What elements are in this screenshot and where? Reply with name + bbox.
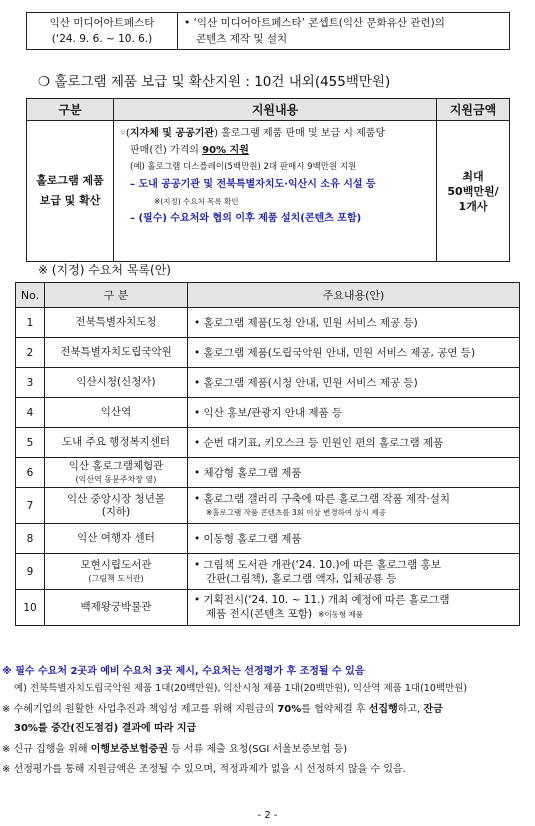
row-place-name: 익산 홀로그램체험관	[68, 459, 164, 472]
footnote-1-text: ※ 필수 수요처 2곳과 예비 수요처 3곳 제시, 수요처는 선정평가 후 조정될 수 있음	[2, 666, 365, 677]
row-description-text-2	[194, 572, 519, 586]
amount-line3: 1개사	[458, 199, 488, 213]
footnote-2-g: 30%를 중간(진도점검) 결과에 따라 지급	[14, 723, 197, 734]
row-place	[45, 368, 188, 398]
row-place	[45, 554, 188, 590]
row-description	[188, 338, 520, 368]
section-heading: ❍ 홀로그램 제품 보급 및 확산지원 : 10건 내외(455백만원)	[38, 74, 391, 90]
row-place	[45, 590, 188, 626]
content-line1	[120, 125, 430, 142]
list-header-no: No.	[16, 283, 45, 308]
demand-list-table	[15, 282, 520, 626]
header-amount: 지원금액	[437, 99, 510, 121]
festival-name-cell	[27, 13, 178, 50]
row-number: 1	[16, 308, 45, 338]
row-description	[188, 488, 520, 524]
content-example: (예) 홀로그램 디스플레이(5백만원) 2대 판매시 9백만원 지원	[130, 162, 357, 172]
row-description-note: ※홀로그램 작품 콘텐츠를 3회 이상 변경하여 상시 제공	[206, 507, 386, 517]
footnote-3-b: 이행보증보험증권	[90, 744, 168, 755]
row-description-text-2-span: 간판(그림책), 홀로그램 액자, 입체공룡 등	[206, 572, 397, 585]
table-row	[16, 308, 520, 338]
festival-dates: (‘24. 9. 6. ~ 10. 6.)	[51, 33, 153, 45]
content-line1-bold: 지자체 및 공공기관	[129, 128, 215, 139]
row-description	[188, 458, 520, 488]
row-description-text: • 체감형 홀로그램 제품	[194, 466, 302, 479]
row-description-text: • 그림책 도서관 개관(‘24. 10.)에 따른 홀로그램 홍보	[194, 558, 441, 571]
row-description-text: • 순번 대기표, 키오스크 등 민원인 편의 홀로그램 제품	[194, 436, 444, 449]
row-place-sub: (익산역 동문주차장 옆)	[75, 474, 157, 484]
table-row	[16, 428, 520, 458]
table-row	[16, 458, 520, 488]
festival-table	[26, 12, 510, 50]
content-line2-pre: 판매(건) 가격의	[130, 145, 203, 156]
footnote-3-c: 등 서류 제출 요청(SGI 서울보증보험 등)	[168, 744, 348, 755]
row-description-text: • 홀로그램 제품(도청 안내, 민원 서비스 제공 등)	[194, 316, 418, 329]
table-row	[16, 368, 520, 398]
footnote-3	[2, 740, 347, 755]
amount-line1: 최대	[462, 169, 484, 183]
header-content: 지원내용	[114, 99, 437, 121]
row-number: 3	[16, 368, 45, 398]
list-header-desc: 주요내용(안)	[188, 283, 520, 308]
festival-content-line1: • ‘익산 미디어아트페스타’ 콘셉트(익산 문화유산 관련)의	[184, 17, 445, 29]
row-description-note: ※이동형 제품	[318, 610, 364, 619]
table-row	[16, 524, 520, 554]
footnote-2-e: 하고,	[397, 704, 424, 715]
footnote-2-b: 70%	[277, 704, 302, 715]
list-body	[16, 308, 520, 626]
row-number: 7	[16, 488, 45, 524]
content-list-note: ※(지정) 수요처 목록 확인	[154, 197, 239, 206]
footnote-2-cont	[14, 719, 196, 734]
row-number: 9	[16, 554, 45, 590]
row-description-text: • 이동형 홀로그램 제품	[194, 532, 302, 545]
support-content	[114, 121, 437, 262]
row-description-text: • 홀로그램 갤러리 구축에 따른 홀로그램 작품 제작·설치	[194, 492, 451, 505]
footnote-1	[2, 662, 365, 677]
row-number: 5	[16, 428, 45, 458]
row-place-name: 익산 여행자 센터	[77, 532, 155, 544]
footnote-2-f: 잔금	[423, 704, 443, 715]
footnote-1-example: 예) 전북특별자치도립국악원 제품 1대(20백만원), 익산시청 제품 1대(20백만원), 익산역 제품 1대(10백만원)	[14, 683, 468, 694]
row-number: 4	[16, 398, 45, 428]
row-place	[45, 524, 188, 554]
row-place-name: 백제왕궁박물관	[80, 601, 152, 613]
row-description	[188, 524, 520, 554]
category-line1: 홀로그램 제품	[36, 174, 104, 187]
table-row	[16, 488, 520, 524]
footnote-2	[2, 700, 443, 715]
row-description-text: • 홀로그램 제품(시청 안내, 민원 서비스 제공 등)	[194, 376, 418, 389]
content-eligible-facilities: – 도내 공공기관 및 전북특별자치도·익산시 소유 시설 등	[130, 179, 376, 190]
support-table	[26, 98, 510, 262]
row-description	[188, 590, 520, 626]
row-description	[188, 428, 520, 458]
row-place-name: 전북특별자치도청	[75, 316, 157, 328]
row-place	[45, 488, 188, 524]
row-place	[45, 458, 188, 488]
footnote-3-a: ※ 신규 집행을 위해	[2, 744, 91, 755]
row-place-name: 익산시청(신청사)	[76, 376, 156, 388]
table-row	[16, 338, 520, 368]
footnote-4: ※ 선정평가를 통해 지원금액은 조정될 수 있으며, 적정과제가 없을 시 선정하지 않을 수 있음.	[2, 764, 406, 775]
content-required-install: – (필수) 수요처와 협의 이후 제품 설치(콘텐츠 포함)	[130, 213, 362, 224]
row-description	[188, 368, 520, 398]
page-number: - 2 -	[257, 810, 278, 821]
header-category: 구분	[27, 99, 114, 121]
row-place-name: 전북특별자치도립국악원	[60, 346, 172, 358]
list-header-place: 구 분	[45, 283, 188, 308]
festival-content-line2: 콘텐츠 제작 및 설치	[196, 33, 288, 45]
row-description-text: • 홀로그램 제품(도립국악원 안내, 민원 서비스 제공, 공연 등)	[194, 346, 476, 359]
row-description-text-2	[194, 607, 519, 622]
row-description	[188, 554, 520, 590]
row-place	[45, 398, 188, 428]
row-description	[188, 398, 520, 428]
row-description-text: • 익산 홍보/관광지 안내 제품 등	[194, 406, 343, 419]
content-line2-underline: 90% 지원	[202, 145, 249, 156]
row-place	[45, 308, 188, 338]
row-place-name: 익산 중앙시장 청년몰	[67, 492, 165, 505]
table-row	[16, 554, 520, 590]
footnote-2-d: 선집행	[368, 704, 398, 715]
festival-content-cell	[178, 13, 510, 50]
row-number: 2	[16, 338, 45, 368]
amount-line2: 50백만원/	[447, 184, 499, 198]
row-number: 10	[16, 590, 45, 626]
category-line2: 보급 및 확산	[39, 194, 101, 207]
row-place-sub: (그림책 도서관)	[88, 573, 144, 583]
row-place	[45, 428, 188, 458]
content-line1-rest: ) 홀로그램 제품 판매 및 보급 시 제품당	[214, 128, 386, 139]
row-place-name: 모현시립도서관	[80, 558, 152, 571]
row-number: 6	[16, 458, 45, 488]
table-row	[16, 398, 520, 428]
support-amount	[437, 121, 510, 262]
row-description-text: • 기획전시(‘24. 10. ~ 11.) 개최 예정에 따른 홀로그램	[194, 594, 450, 606]
footnote-2-c: 를 협약체결 후	[301, 704, 369, 715]
table-row	[16, 590, 520, 626]
row-place-sub: (지하)	[101, 505, 131, 518]
row-place-name: 익산역	[100, 406, 132, 418]
footnote-2-a: ※ 수혜기업의 원활한 사업추진과 책임성 제고를 위해 지원금의	[2, 704, 278, 715]
list-title: ※ (지정) 수요처 목록(안)	[38, 263, 171, 277]
row-description-text-2-span: 제품 전시(콘텐츠 포함)	[206, 608, 313, 620]
row-description	[188, 308, 520, 338]
row-place-name: 도내 주요 행정복지센터	[61, 436, 171, 448]
row-number: 8	[16, 524, 45, 554]
content-line2	[120, 142, 430, 159]
festival-name: 익산 미디어아트페스타	[49, 17, 155, 29]
content-line1-prefix: ◦(	[120, 128, 130, 139]
row-place	[45, 338, 188, 368]
support-category	[27, 121, 114, 262]
